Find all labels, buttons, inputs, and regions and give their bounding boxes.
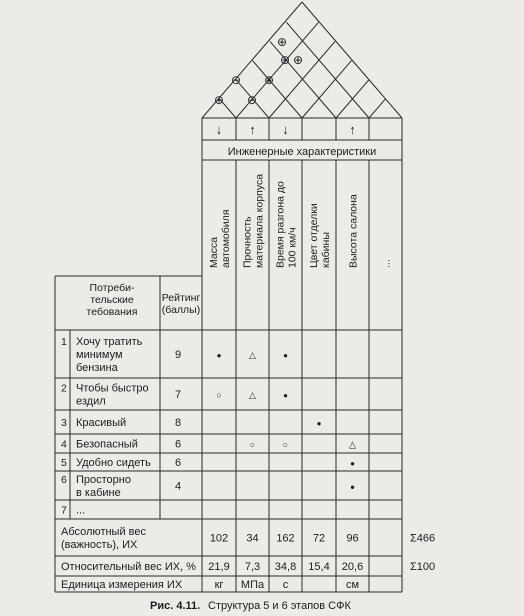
summary-value: 20,6 [341, 561, 364, 573]
engineering-column-label: автомобиля [220, 209, 232, 268]
requirement-rating: 9 [174, 349, 182, 361]
requirement-rating: 6 [174, 438, 182, 451]
summary-label: Относительный вес ИХ, % [61, 561, 196, 573]
summary-total: Σ466 [410, 532, 436, 545]
requirement-rating: 8 [174, 417, 182, 429]
engineering-column-label: ... [380, 259, 393, 268]
summary-value: 102 [209, 532, 229, 545]
requirement-label: Красивый [76, 417, 127, 429]
summary-label: Единица измерения ИХ [61, 579, 183, 591]
engineering-column-label: Масса [208, 236, 220, 268]
requirement-label: Хочу тратить [76, 336, 143, 348]
requirement-rating: 4 [174, 480, 182, 493]
summary-value: 96 [346, 532, 359, 545]
correlation-symbol: ⊖ [246, 93, 258, 107]
requirement-label: в кабине [76, 487, 121, 499]
rating-header: Рейтинг [161, 292, 201, 304]
requirements-header: Потреби- [89, 282, 135, 294]
summary-value: 34 [246, 532, 259, 545]
correlation-symbol: ⊖ [230, 73, 242, 87]
relationship-mark: ○ [282, 439, 289, 450]
requirement-rating: 7 [174, 389, 182, 401]
direction-arrow-icon: ↓ [282, 122, 289, 137]
engineering-column-label: кабины [320, 232, 332, 268]
requirement-label: Чтобы быстро [76, 382, 149, 395]
requirement-label: ... [76, 504, 86, 517]
requirement-number: 7 [61, 504, 67, 517]
relationship-mark: ● [216, 351, 222, 360]
engineering-column-label: Высота салона [347, 194, 360, 268]
requirement-label: Безопасный [76, 438, 138, 451]
direction-arrow-icon: ↑ [249, 122, 256, 137]
engineering-column-label: материала корпуса [253, 173, 266, 268]
summary-value: МПа [240, 579, 265, 591]
requirement-label: минимум [76, 349, 123, 361]
figure-caption: Структура 5 и 6 этапов СФК [208, 600, 351, 612]
summary-label: Абсолютный вес [61, 526, 146, 538]
summary-value: 7,3 [244, 561, 261, 573]
summary-value: 34,8 [274, 561, 297, 573]
requirement-label: бензина [76, 362, 118, 374]
relationship-mark: △ [249, 350, 256, 360]
engineering-column-label: Время разгона до [274, 181, 287, 268]
figure-number: Рис. 4.11. [150, 600, 201, 612]
summary-value: см [345, 579, 360, 591]
roof-line [287, 22, 370, 118]
engineering-column-label: Прочность [241, 216, 254, 268]
engineering-column-label: 100 км/ч [286, 227, 299, 268]
requirement-label: ездил [76, 395, 106, 408]
requirements-header: тебования [86, 306, 138, 318]
correlation-symbol: ⊕ [263, 73, 275, 87]
requirements-header: тельские [90, 294, 134, 306]
requirement-number: 2 [61, 382, 67, 395]
engineering-characteristics-header: Инженерные характеристики [227, 146, 377, 158]
relationship-mark: △ [349, 439, 356, 450]
relationship-mark: ● [283, 391, 288, 400]
requirement-number: 5 [61, 457, 67, 469]
relationship-mark: ○ [216, 390, 222, 400]
engineering-column-label: Цвет отделки [308, 203, 320, 268]
relationship-mark: ● [316, 419, 322, 428]
relationship-mark: ● [350, 459, 355, 468]
summary-value: 21,9 [208, 561, 230, 573]
summary-value: с [282, 579, 289, 591]
correlation-symbol: ⊕ [213, 93, 225, 107]
relationship-mark: ● [283, 351, 288, 360]
summary-value: 72 [312, 532, 326, 545]
summary-label: (важность), ИХ [61, 539, 138, 551]
summary-value: 15,4 [308, 561, 330, 573]
roof-line [369, 99, 386, 118]
direction-arrow-icon: ↑ [349, 122, 356, 137]
relationship-mark: ○ [249, 439, 256, 450]
requirement-number: 4 [61, 438, 67, 451]
rating-header: (баллы) [161, 304, 201, 316]
summary-value: кг [214, 579, 224, 591]
correlation-symbol: ⊕ [279, 53, 291, 67]
requirement-label: Удобно сидеть [76, 457, 151, 469]
requirement-number: 1 [61, 336, 67, 348]
correlation-symbol: ⊕ [292, 53, 304, 67]
summary-total: Σ100 [410, 561, 436, 573]
summary-value: 162 [276, 532, 295, 545]
requirement-rating: 6 [174, 457, 182, 469]
requirement-number: 6 [61, 474, 67, 486]
correlation-symbol: ⊕ [276, 35, 288, 49]
requirement-number: 3 [61, 417, 67, 429]
direction-arrow-icon: ↓ [215, 122, 223, 137]
relationship-mark: ● [350, 482, 355, 492]
requirement-label: Просторно [76, 474, 131, 486]
relationship-mark: △ [249, 390, 256, 400]
